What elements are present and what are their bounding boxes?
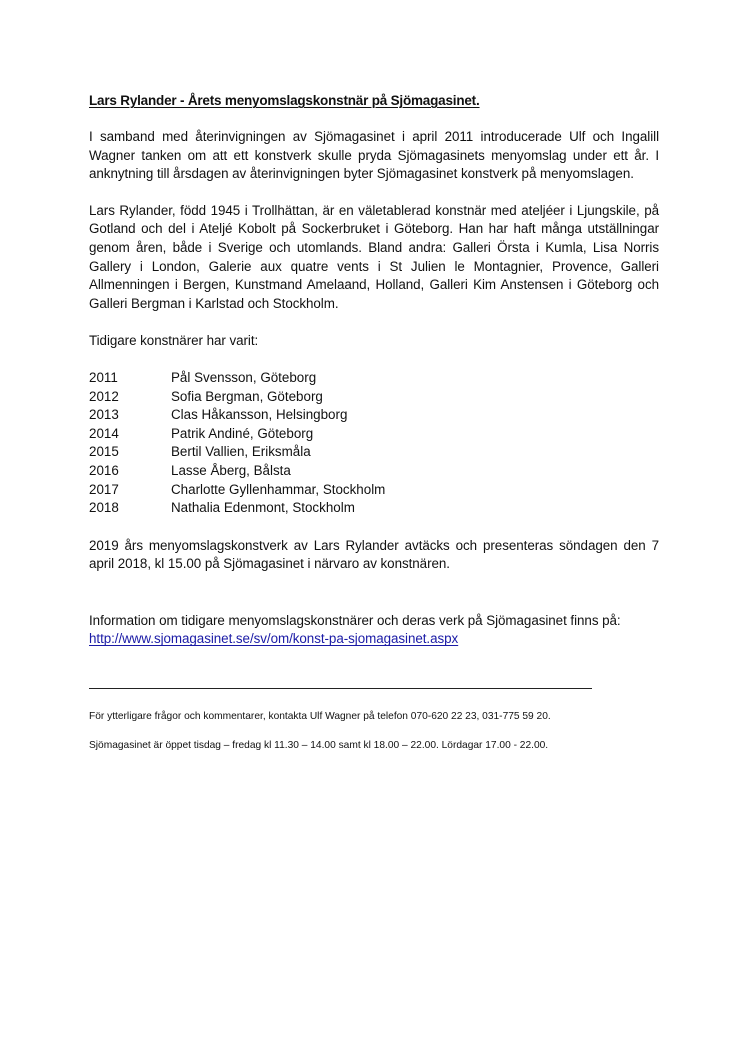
list-item-year: 2018: [89, 500, 119, 516]
list-item: [89, 425, 659, 444]
list-item: [89, 499, 659, 518]
list-item-name: Lasse Åberg, Bålsta: [171, 462, 291, 478]
footer-contact: För ytterligare frågor och kommentarer, kontakta Ulf Wagner på telefon 070-620 22 23, 031-775 59 20.: [89, 711, 551, 722]
list-item-name: Bertil Vallien, Eriksmåla: [171, 444, 311, 460]
previous-artists-heading: Tidigare konstnärer har varit:: [89, 333, 259, 349]
intro-paragraph: I samband med återinvigningen av Sjömagasinet i april 2011 introducerade Ulf och Ingalill Wagner tanken om att ett konstverk skulle pryda Sjömagasinets menyomslag under ett år. I anknytning till årsdagen av återinvigningen byter Sjömagasinet konstverk på menyomslagen.: [89, 129, 659, 182]
list-item-year: 2015: [89, 444, 119, 460]
info-link[interactable]: http://www.sjomagasinet.se/sv/om/konst-pa-sjomagasinet.aspx: [89, 631, 459, 647]
info-paragraph: [89, 612, 659, 649]
list-item-name: Clas Håkansson, Helsingborg: [171, 407, 348, 423]
list-item-name: Pål Svensson, Göteborg: [171, 369, 317, 385]
list-item-year: 2016: [89, 462, 119, 478]
list-item: [89, 388, 659, 407]
list-item-name: Sofia Bergman, Göteborg: [171, 388, 323, 404]
document-body: [89, 92, 659, 649]
artist-paragraph: Lars Rylander, född 1945 i Trollhättan, är en väletablerad konstnär med ateljéer i Ljungskile, på Gotland och del i Ateljé Kobolt på Sockerbruket i Göteborg. Han har haft många utställningar genom åren, både i Sverige och utomlands. Bland andra: Galleri Örsta i Kumla, Lisa Norris Gallery i London, Galerie aux quatre vents i St Julien le Montagnier, Provence, Galleri Allmenningen i Bergen, Kunstmand Amelaand, Holland, Galleri Kim Anstensen i Göteborg och Galleri Bergman i Karlstad och Stockholm.: [89, 202, 659, 311]
list-item-year: 2012: [89, 388, 119, 404]
list-item-year: 2017: [89, 481, 119, 497]
list-item-name: Patrik Andiné, Göteborg: [171, 425, 314, 441]
list-item-name: Charlotte Gyllenhammar, Stockholm: [171, 481, 386, 497]
list-item: [89, 462, 659, 481]
list-item-name: Nathalia Edenmont, Stockholm: [171, 500, 355, 516]
footer-hours: Sjömagasinet är öppet tisdag – fredag kl 11.30 – 14.00 samt kl 18.00 – 22.00. Lördagar 17.00 - 22.00.: [89, 740, 549, 751]
list-item-year: 2014: [89, 425, 119, 441]
list-item-year: 2013: [89, 407, 119, 423]
list-item: [89, 406, 659, 425]
previous-artists-list: [89, 369, 659, 518]
footer-divider: [89, 688, 592, 689]
document-title: Lars Rylander - Årets menyomslagskonstnär på Sjömagasinet.: [89, 93, 480, 108]
list-item: [89, 369, 659, 388]
list-item-year: 2011: [89, 369, 118, 385]
list-item: [89, 481, 659, 500]
unveil-paragraph: 2019 års menyomslagskonstverk av Lars Rylander avtäcks och presenteras söndagen den 7 april 2018, kl 15.00 på Sjömagasinet i närvaro av konstnären.: [89, 537, 659, 572]
list-item: [89, 443, 659, 462]
info-text: Information om tidigare menyomslagskonstnärer och deras verk på Sjömagasinet finns på:: [89, 612, 621, 628]
